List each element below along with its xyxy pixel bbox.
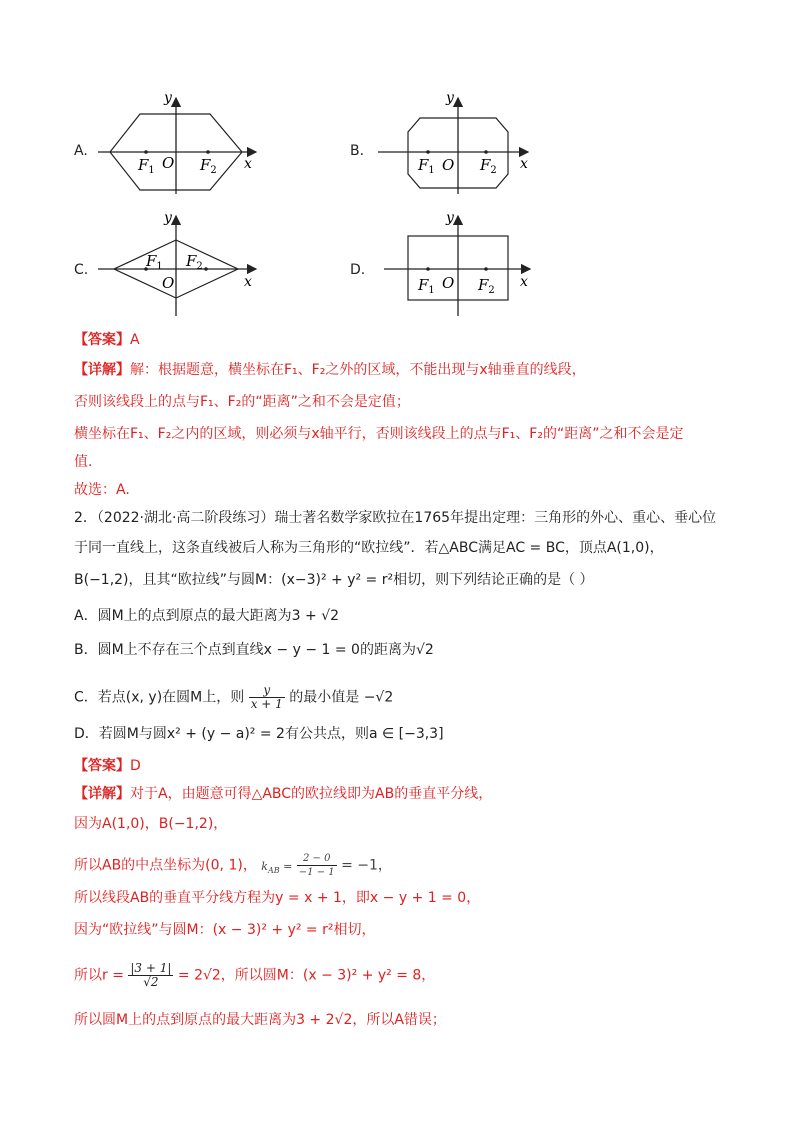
svg-text:y: y — [446, 210, 454, 226]
option-b: B．圆M上不存在三个点到直线x − y − 1 = 0的距离为√2 — [74, 642, 434, 658]
answer-2: 【答案】D — [74, 758, 141, 774]
option-c: C．若点(x, y)在圆M上，则 $\frac{y}{x + 1}$ 的最小值是 −√2 — [74, 683, 394, 711]
detail-1-line1: 【详解】解：根据题意，横坐标在F₁、F₂之外的区域，不能出现与x轴垂直的线段， — [74, 362, 586, 378]
svg-text:x: x — [244, 274, 252, 290]
f2-label: $F_2$ — [200, 156, 217, 176]
detail-1-line4: 值. — [74, 454, 93, 470]
svg-text:O: O — [442, 274, 455, 292]
detail-2-line2: 因为A(1,0)，B(−1,2)， — [74, 816, 228, 832]
detail-2-line6: 所以r = $\frac{|3 + 1|}{√2}$ = 2√2，所以圆M：(x − 3)² + y² = 8， — [74, 961, 436, 989]
svg-text:F2: $F_2$ — [186, 252, 203, 272]
answer-1 — [74, 330, 140, 350]
answer-value: A — [130, 332, 140, 348]
y-label: y — [164, 92, 172, 106]
question-2-line3: B(−1,2)，且其“欧拉线”与圆M：(x−3)² + y² = r²相切，则下列结论正确的是（ ） — [74, 572, 594, 588]
figure-d-graph — [378, 210, 538, 322]
detail-2-line3: 所以AB的中点坐标为(0, 1)， $k_{AB}$ = $\frac{2 - 0}{-1 - 1}$ = −1， — [74, 853, 392, 878]
question-2-line1: 2．（2022·湖北·高二阶段练习）瑞士著名数学家欧拉在1765年提出定理：三角形的外心、重心、垂心位 — [74, 510, 717, 526]
answer-bracket: 【答案】 — [74, 332, 130, 348]
figure-c-label: C. — [74, 262, 89, 278]
figure-c-graph — [98, 210, 268, 322]
figure-a-label: A. — [74, 143, 88, 159]
figure-b-graph — [378, 92, 538, 202]
svg-text:x: x — [520, 274, 528, 290]
f1-label: $F_1$ — [138, 156, 155, 176]
svg-text:y: y — [446, 92, 454, 106]
figure-b-label: B. — [350, 143, 365, 159]
svg-text:F2: $F_2$ — [478, 276, 495, 296]
detail-2-line4: 所以线段AB的垂直平分线方程为y = x + 1，即x − y + 1 = 0， — [74, 890, 481, 906]
detail-2-line5: 因为“欧拉线”与圆M：(x − 3)² + y² = r²相切， — [74, 922, 376, 938]
detail-2-line1: 【详解】对于A，由题意可得△ABC的欧拉线即为AB的垂直平分线， — [74, 786, 493, 802]
detail-2-line7: 所以圆M上的点到原点的最大距离为3 + 2√2，所以A错误； — [74, 1012, 446, 1028]
detail-1-line3: 横坐标在F₁、F₂之内的区域，则必须与x轴平行，否则该线段上的点与F₁、F₂的“距离”之和不会是定 — [74, 426, 684, 442]
svg-text:O: O — [442, 156, 455, 174]
origin-label: O — [162, 154, 175, 172]
question-2-line2: 于同一直线上，这条直线被后人称为三角形的“欧拉线”．若△ABC满足AC = BC，顶点A(1,0)， — [74, 540, 664, 556]
figure-d-label: D. — [350, 262, 366, 278]
svg-text:x: x — [520, 156, 528, 172]
svg-text:F2: $F_2$ — [480, 156, 497, 176]
svg-text:F1: $F_1$ — [418, 276, 435, 296]
figure-a-graph — [98, 92, 268, 202]
option-c-fraction: $\frac{y}{x + 1}$ — [250, 683, 283, 711]
svg-text:y: y — [164, 210, 172, 226]
detail-1-choice: 故选：A. — [74, 482, 130, 498]
svg-text:O: O — [162, 274, 175, 292]
option-a: A．圆M上的点到原点的最大距离为3 + √2 — [74, 608, 340, 624]
svg-text:F1: $F_1$ — [418, 156, 435, 176]
svg-text:F1: $F_1$ — [146, 252, 163, 272]
x-label: x — [244, 156, 252, 172]
option-d: D．若圆M与圆x² + (y − a)² = 2有公共点，则a ∈ [−3,3] — [74, 726, 444, 742]
detail-1-line2: 否则该线段上的点与F₁、F₂的“距离”之和不会是定值； — [74, 394, 410, 410]
